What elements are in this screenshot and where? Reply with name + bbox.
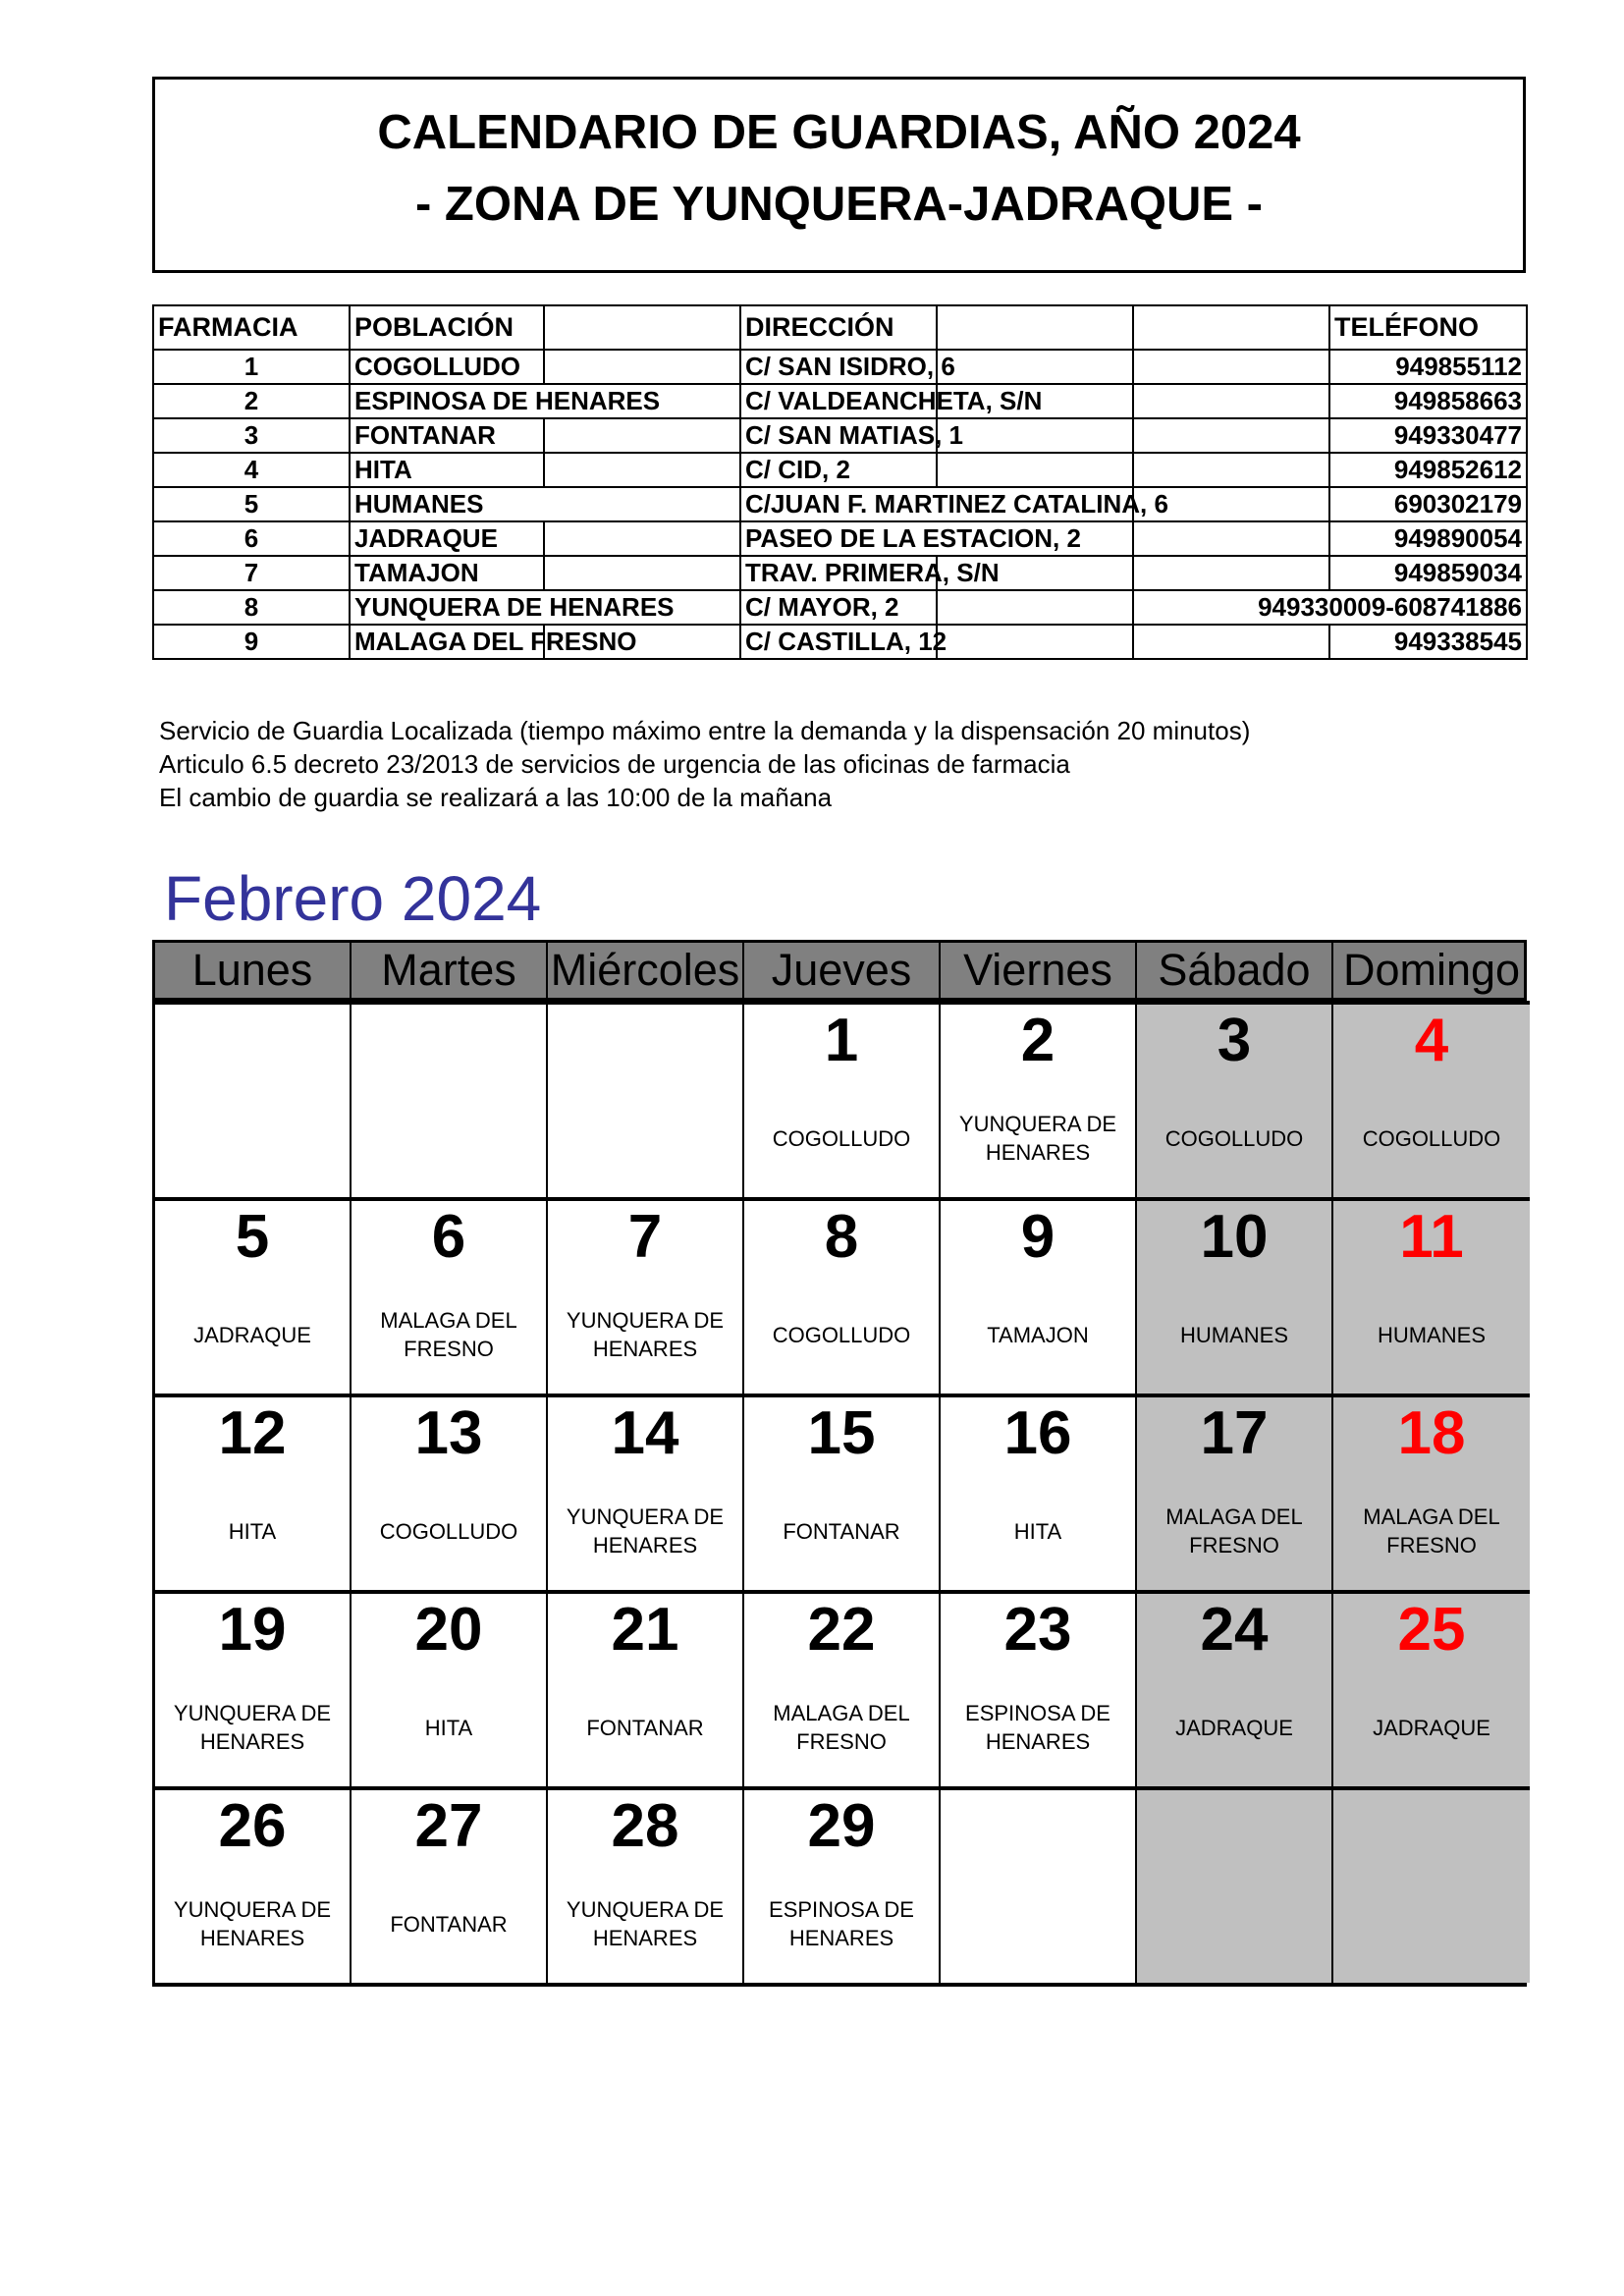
header-farmacia: FARMACIA — [153, 305, 350, 350]
day-number: 16 — [1003, 1399, 1072, 1467]
on-duty-pharmacy — [945, 1885, 1131, 1963]
day-number: 28 — [611, 1792, 679, 1860]
on-duty-pharmacy: COGOLLUDO — [772, 1125, 911, 1151]
calendar-day-cell — [155, 1590, 352, 1786]
pharmacy-address: C/JUAN F. MARTINEZ CATALINA, 6 — [740, 487, 1133, 521]
on-duty-pharmacy: JADRAQUE — [193, 1322, 311, 1347]
pharmacy-phone: 949890054 — [1329, 521, 1527, 556]
day-number: 3 — [1217, 1007, 1252, 1074]
on-duty-pharmacy: MALAGA DEL FRESNO — [773, 1701, 910, 1754]
pharmacy-town-spacer — [544, 453, 740, 487]
pharmacy-row — [153, 487, 1527, 521]
calendar — [152, 940, 1527, 1990]
on-duty-pharmacy: YUNQUERA DE HENARES — [566, 1308, 725, 1361]
pharmacy-phone-spacer — [1133, 453, 1329, 487]
calendar-day-cell — [744, 1590, 941, 1786]
day-number: 10 — [1200, 1203, 1269, 1271]
on-duty-pharmacy: MALAGA DEL FRESNO — [1165, 1504, 1303, 1558]
pharmacy-town: TAMAJON — [350, 556, 544, 590]
pharmacy-phone-spacer — [1133, 418, 1329, 453]
pharmacy-number: 2 — [153, 384, 350, 418]
main-title: CALENDARIO DE GUARDIAS, AÑO 2024 — [377, 106, 1301, 159]
pharmacy-row — [153, 384, 1527, 418]
header-empty-1 — [544, 305, 740, 350]
calendar-grid — [152, 1001, 1527, 1987]
day-number: 8 — [824, 1203, 859, 1271]
weekday-label: Domingo — [1342, 945, 1521, 995]
on-duty-pharmacy — [159, 1099, 346, 1177]
pharmacy-phone-spacer — [1133, 384, 1329, 418]
month-title: Febrero 2024 — [164, 863, 542, 934]
weekday-label: Sábado — [1137, 943, 1333, 998]
day-number: 2 — [1020, 1007, 1056, 1074]
calendar-day-cell — [1333, 1590, 1530, 1786]
pharmacy-town: COGOLLUDO — [350, 350, 544, 384]
pharmacy-phone: 949852612 — [1329, 453, 1527, 487]
day-number: 25 — [1397, 1596, 1466, 1664]
on-duty-pharmacy: COGOLLUDO — [1362, 1125, 1501, 1151]
day-number: 11 — [1399, 1203, 1464, 1271]
day-number: 4 — [1414, 1007, 1449, 1074]
on-duty-pharmacy: MALAGA DEL FRESNO — [380, 1308, 517, 1361]
calendar-day-cell — [744, 1394, 941, 1590]
on-duty-pharmacy — [1337, 1885, 1526, 1963]
pharmacy-phone: 949858663 — [1329, 384, 1527, 418]
day-number: 17 — [1200, 1399, 1269, 1467]
on-duty-pharmacy: YUNQUERA DE HENARES — [566, 1504, 725, 1558]
on-duty-pharmacy: FONTANAR — [783, 1518, 900, 1544]
on-duty-pharmacy: FONTANAR — [390, 1911, 508, 1937]
pharmacy-number: 3 — [153, 418, 350, 453]
pharmacy-town-spacer — [544, 418, 740, 453]
pharmacy-town-spacer — [544, 350, 740, 384]
on-duty-pharmacy: HUMANES — [1377, 1322, 1486, 1347]
pharmacy-phone-spacer — [1133, 350, 1329, 384]
weekday-header — [152, 940, 1527, 1001]
pharmacy-number: 9 — [153, 625, 350, 659]
on-duty-pharmacy — [1141, 1885, 1327, 1963]
day-number: 5 — [235, 1203, 270, 1271]
calendar-day-cell — [548, 1001, 744, 1197]
on-duty-pharmacy: YUNQUERA DE HENARES — [566, 1897, 725, 1950]
pharmacy-row — [153, 453, 1527, 487]
on-duty-pharmacy: HUMANES — [1179, 1322, 1288, 1347]
on-duty-pharmacy: YUNQUERA DE HENARES — [958, 1112, 1117, 1165]
weekday-label: Miércoles — [548, 943, 744, 998]
day-number: 18 — [1397, 1399, 1466, 1467]
day-number: 19 — [218, 1596, 287, 1664]
pharmacy-address: TRAV. PRIMERA, S/N — [740, 556, 937, 590]
calendar-day-cell — [941, 1197, 1137, 1394]
on-duty-pharmacy: COGOLLUDO — [379, 1518, 518, 1544]
on-duty-pharmacy: ESPINOSA DE HENARES — [965, 1701, 1110, 1754]
pharmacy-phone-spacer — [1133, 521, 1329, 556]
calendar-day-cell — [1333, 1197, 1530, 1394]
pharmacy-town: MALAGA DEL FRESNO — [350, 625, 544, 659]
pharmacy-address: C/ VALDEANCHETA, S/N — [740, 384, 937, 418]
calendar-day-cell — [744, 1001, 941, 1197]
pharmacy-address: C/ CASTILLA, 12 — [740, 625, 937, 659]
calendar-day-cell — [352, 1001, 548, 1197]
pharmacy-town: HITA — [350, 453, 544, 487]
calendar-day-cell — [1333, 1001, 1530, 1197]
on-duty-pharmacy: YUNQUERA DE HENARES — [173, 1701, 332, 1754]
on-duty-pharmacy: COGOLLUDO — [1164, 1125, 1304, 1151]
on-duty-pharmacy: HITA — [1013, 1518, 1062, 1544]
header-poblacion: POBLACIÓN — [350, 305, 544, 350]
calendar-day-cell — [155, 1197, 352, 1394]
calendar-day-cell — [548, 1786, 744, 1983]
day-number: 23 — [1003, 1596, 1072, 1664]
day-number: 20 — [414, 1596, 483, 1664]
header-direccion: DIRECCIÓN — [740, 305, 937, 350]
calendar-day-cell — [1137, 1590, 1333, 1786]
on-duty-pharmacy: HITA — [424, 1715, 473, 1740]
header-telefono: TELÉFONO — [1329, 305, 1527, 350]
day-number: 9 — [1020, 1203, 1056, 1271]
pharmacy-address: PASEO DE LA ESTACION, 2 — [740, 521, 1133, 556]
day-number: 26 — [218, 1792, 287, 1860]
calendar-day-cell — [352, 1786, 548, 1983]
calendar-day-cell — [941, 1001, 1137, 1197]
calendar-day-cell — [744, 1786, 941, 1983]
pharmacy-number: 4 — [153, 453, 350, 487]
weekday-label: Viernes — [941, 943, 1137, 998]
pharmacy-address-spacer — [937, 625, 1133, 659]
day-number: 15 — [807, 1399, 876, 1467]
pharmacy-address: C/ SAN ISIDRO, 6 — [740, 350, 937, 384]
on-duty-pharmacy — [552, 1099, 738, 1177]
calendar-day-cell — [1333, 1786, 1530, 1983]
on-duty-pharmacy: ESPINOSA DE HENARES — [769, 1897, 914, 1950]
on-duty-pharmacy: YUNQUERA DE HENARES — [173, 1897, 332, 1950]
pharmacy-row — [153, 625, 1527, 659]
day-number: 1 — [824, 1007, 859, 1074]
day-number: 22 — [807, 1596, 876, 1664]
calendar-day-cell — [1137, 1197, 1333, 1394]
calendar-day-cell — [352, 1590, 548, 1786]
calendar-day-cell — [941, 1786, 1137, 1983]
pharmacy-address-spacer — [937, 453, 1133, 487]
calendar-day-cell — [1137, 1786, 1333, 1983]
pharmacy-number: 5 — [153, 487, 350, 521]
day-number: 14 — [611, 1399, 679, 1467]
calendar-day-cell — [1333, 1394, 1530, 1590]
pharmacy-phone: 690302179 — [1329, 487, 1527, 521]
on-duty-pharmacy: FONTANAR — [586, 1715, 704, 1740]
calendar-day-cell — [1137, 1394, 1333, 1590]
pharmacy-town: YUNQUERA DE HENARES — [350, 590, 740, 625]
on-duty-pharmacy: JADRAQUE — [1373, 1715, 1490, 1740]
notes — [159, 714, 1250, 814]
note-line: Articulo 6.5 decreto 23/2013 de servicios de urgencia de las oficinas de farmacia — [159, 749, 1070, 779]
note-line: El cambio de guardia se realizará a las 10:00 de la mañana — [159, 783, 833, 812]
pharmacy-town: ESPINOSA DE HENARES — [350, 384, 740, 418]
calendar-day-cell — [155, 1001, 352, 1197]
pharmacy-town: FONTANAR — [350, 418, 544, 453]
pharmacy-table-header — [153, 305, 1527, 350]
pharmacy-address: C/ SAN MATIAS, 1 — [740, 418, 937, 453]
pharmacy-number: 8 — [153, 590, 350, 625]
day-number: 27 — [414, 1792, 483, 1860]
header-empty-2 — [937, 305, 1133, 350]
pharmacy-phone-spacer — [1133, 625, 1329, 659]
on-duty-pharmacy: TAMAJON — [987, 1322, 1089, 1347]
pharmacy-row — [153, 590, 1527, 625]
note-line: Servicio de Guardia Localizada (tiempo máximo entre la demanda y la dispensación 20 minutos) — [159, 716, 1251, 745]
calendar-day-cell — [548, 1394, 744, 1590]
on-duty-pharmacy: HITA — [228, 1518, 277, 1544]
pharmacy-row — [153, 350, 1527, 384]
on-duty-pharmacy: MALAGA DEL FRESNO — [1363, 1504, 1500, 1558]
zone-subtitle: - ZONA DE YUNQUERA-JADRAQUE - — [415, 178, 1263, 231]
pharmacy-row — [153, 418, 1527, 453]
pharmacy-address: C/ MAYOR, 2 — [740, 590, 937, 625]
calendar-day-cell — [744, 1197, 941, 1394]
day-number: 6 — [431, 1203, 466, 1271]
pharmacy-phone: 949859034 — [1329, 556, 1527, 590]
pharmacy-row — [153, 521, 1527, 556]
calendar-day-cell — [941, 1590, 1137, 1786]
weekday-label: Lunes — [155, 943, 352, 998]
pharmacy-town-spacer — [544, 556, 740, 590]
day-number: 21 — [611, 1596, 679, 1664]
on-duty-pharmacy — [355, 1099, 542, 1177]
day-number: 13 — [414, 1399, 483, 1467]
calendar-day-cell — [155, 1394, 352, 1590]
calendar-day-cell — [352, 1394, 548, 1590]
pharmacy-town: HUMANES — [350, 487, 740, 521]
pharmacy-address: C/ CID, 2 — [740, 453, 937, 487]
title-box — [152, 77, 1526, 273]
pharmacy-town-spacer — [544, 521, 740, 556]
pharmacy-address-spacer — [937, 418, 1133, 453]
pharmacy-number: 7 — [153, 556, 350, 590]
header-empty-3 — [1133, 305, 1329, 350]
calendar-day-cell — [155, 1786, 352, 1983]
pharmacy-row — [153, 556, 1527, 590]
pharmacy-phone: 949330009-608741886 — [1133, 590, 1527, 625]
pharmacy-phone-spacer — [1133, 556, 1329, 590]
weekday-label: Jueves — [744, 943, 941, 998]
day-number: 12 — [218, 1399, 287, 1467]
day-number: 7 — [627, 1203, 663, 1271]
weekday-label: Martes — [352, 943, 548, 998]
pharmacy-phone: 949855112 — [1329, 350, 1527, 384]
pharmacy-town: JADRAQUE — [350, 521, 544, 556]
on-duty-pharmacy: COGOLLUDO — [772, 1322, 911, 1347]
pharmacy-number: 6 — [153, 521, 350, 556]
pharmacy-address-spacer — [937, 590, 1133, 625]
pharmacy-number: 1 — [153, 350, 350, 384]
day-number: 24 — [1200, 1596, 1269, 1664]
pharmacy-address-spacer — [937, 350, 1133, 384]
calendar-day-cell — [548, 1197, 744, 1394]
pharmacy-table — [152, 304, 1528, 660]
calendar-day-cell — [352, 1197, 548, 1394]
calendar-day-cell — [548, 1590, 744, 1786]
calendar-day-cell — [941, 1394, 1137, 1590]
on-duty-pharmacy: JADRAQUE — [1175, 1715, 1293, 1740]
pharmacy-phone: 949330477 — [1329, 418, 1527, 453]
calendar-day-cell — [1137, 1001, 1333, 1197]
day-number: 29 — [807, 1792, 876, 1860]
pharmacy-phone: 949338545 — [1329, 625, 1527, 659]
